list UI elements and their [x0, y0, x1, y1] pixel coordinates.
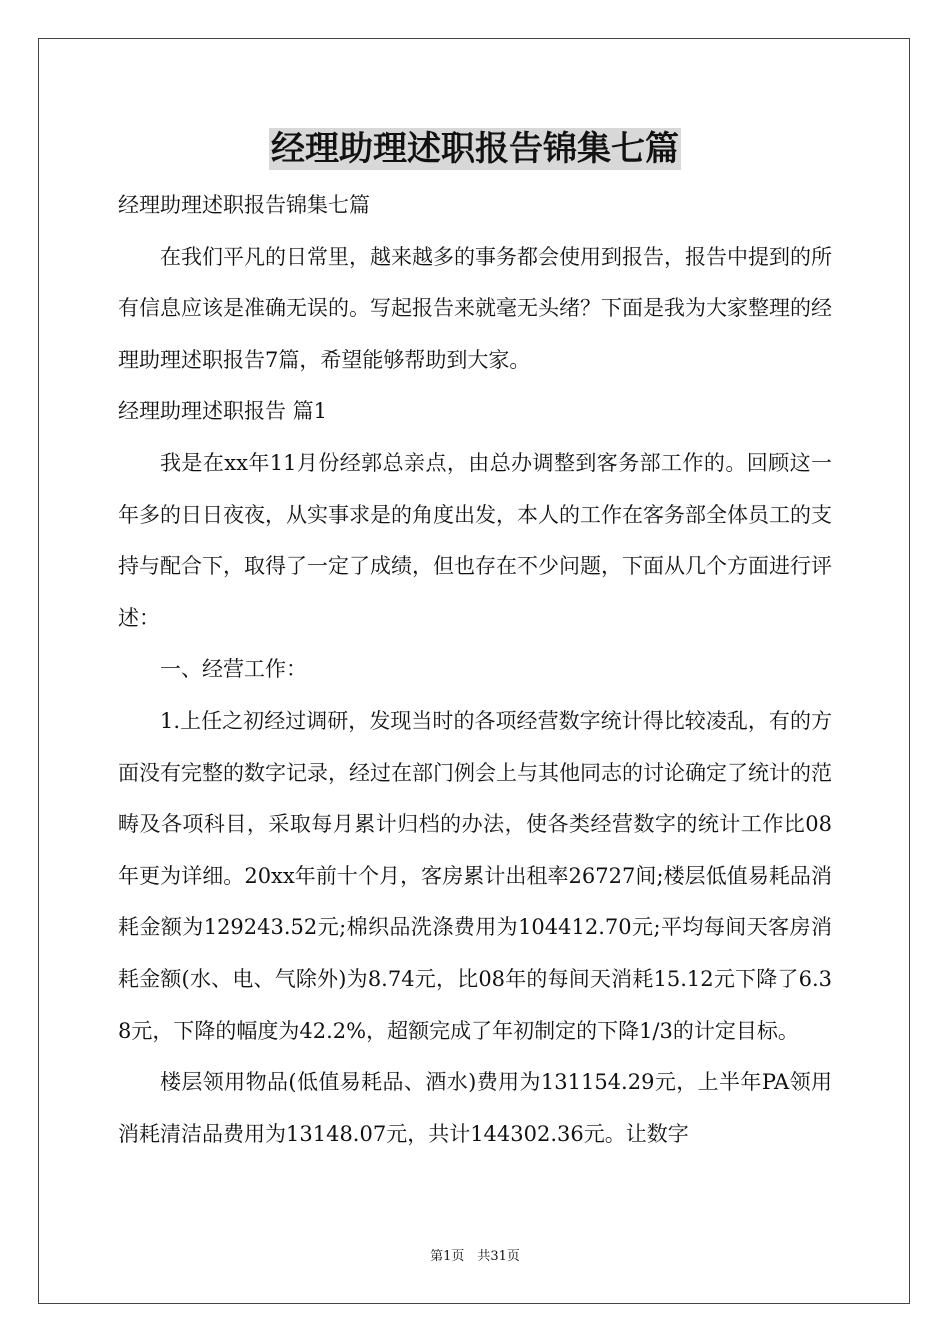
document-title: 经理助理述职报告锦集七篇	[271, 129, 679, 169]
paragraph-overview: 我是在xx年11月份经郭总亲点，由总办调整到客务部工作的。回顾这一年多的日日夜夜，从实事求是的角度出发，本人的工作在客务部全体员工的支持与配合下，取得了一定了成绩，但也存在不少问题，下面从几个方面进行评述：	[118, 450, 832, 630]
title-area	[0, 128, 950, 170]
paragraph-statistics: 1.上任之初经过调研，发现当时的各项经营数字统计得比较凌乱，有的方面没有完整的数字记录，经过在部门例会上与其他同志的讨论确定了统计的范畴及各项科目，采取每月累计归档的办法，使各类经营数字的统计工作比08年更为详细。20xx年前十个月，客房累计出租率26727间;楼层低值易耗品消耗金额为129243.52元;棉织品洗涤费用为104412.70元;平均每间天客房消耗金额(水、电、气除外)为8.74元，比08年的每间天消耗15.12元下降了6.38元，下降的幅度为42.2%，超额完成了年初制定的下降1/3的计定目标。	[118, 708, 832, 1043]
paragraph-expenses: 楼层领用物品(低值易耗品、酒水)费用为131154.29元，上半年PA领用消耗清洁品费用为13148.07元，共计144302.36元。让数字	[118, 1070, 832, 1146]
paragraph-intro: 在我们平凡的日常里，越来越多的事务都会使用到报告，报告中提到的所有信息应该是准确无误的。写起报告来就毫无头绪？下面是我为大家整理的经理助理述职报告7篇，希望能够帮助到大家。	[118, 244, 832, 372]
document-body	[118, 180, 832, 1160]
subsection-heading: 一、经营工作：	[160, 657, 307, 682]
document-subtitle: 经理助理述职报告锦集七篇	[118, 193, 370, 217]
section-heading: 经理助理述职报告 篇1	[118, 399, 328, 424]
page-number: 第1页 共31页	[430, 1249, 520, 1264]
page-footer	[0, 1248, 950, 1266]
